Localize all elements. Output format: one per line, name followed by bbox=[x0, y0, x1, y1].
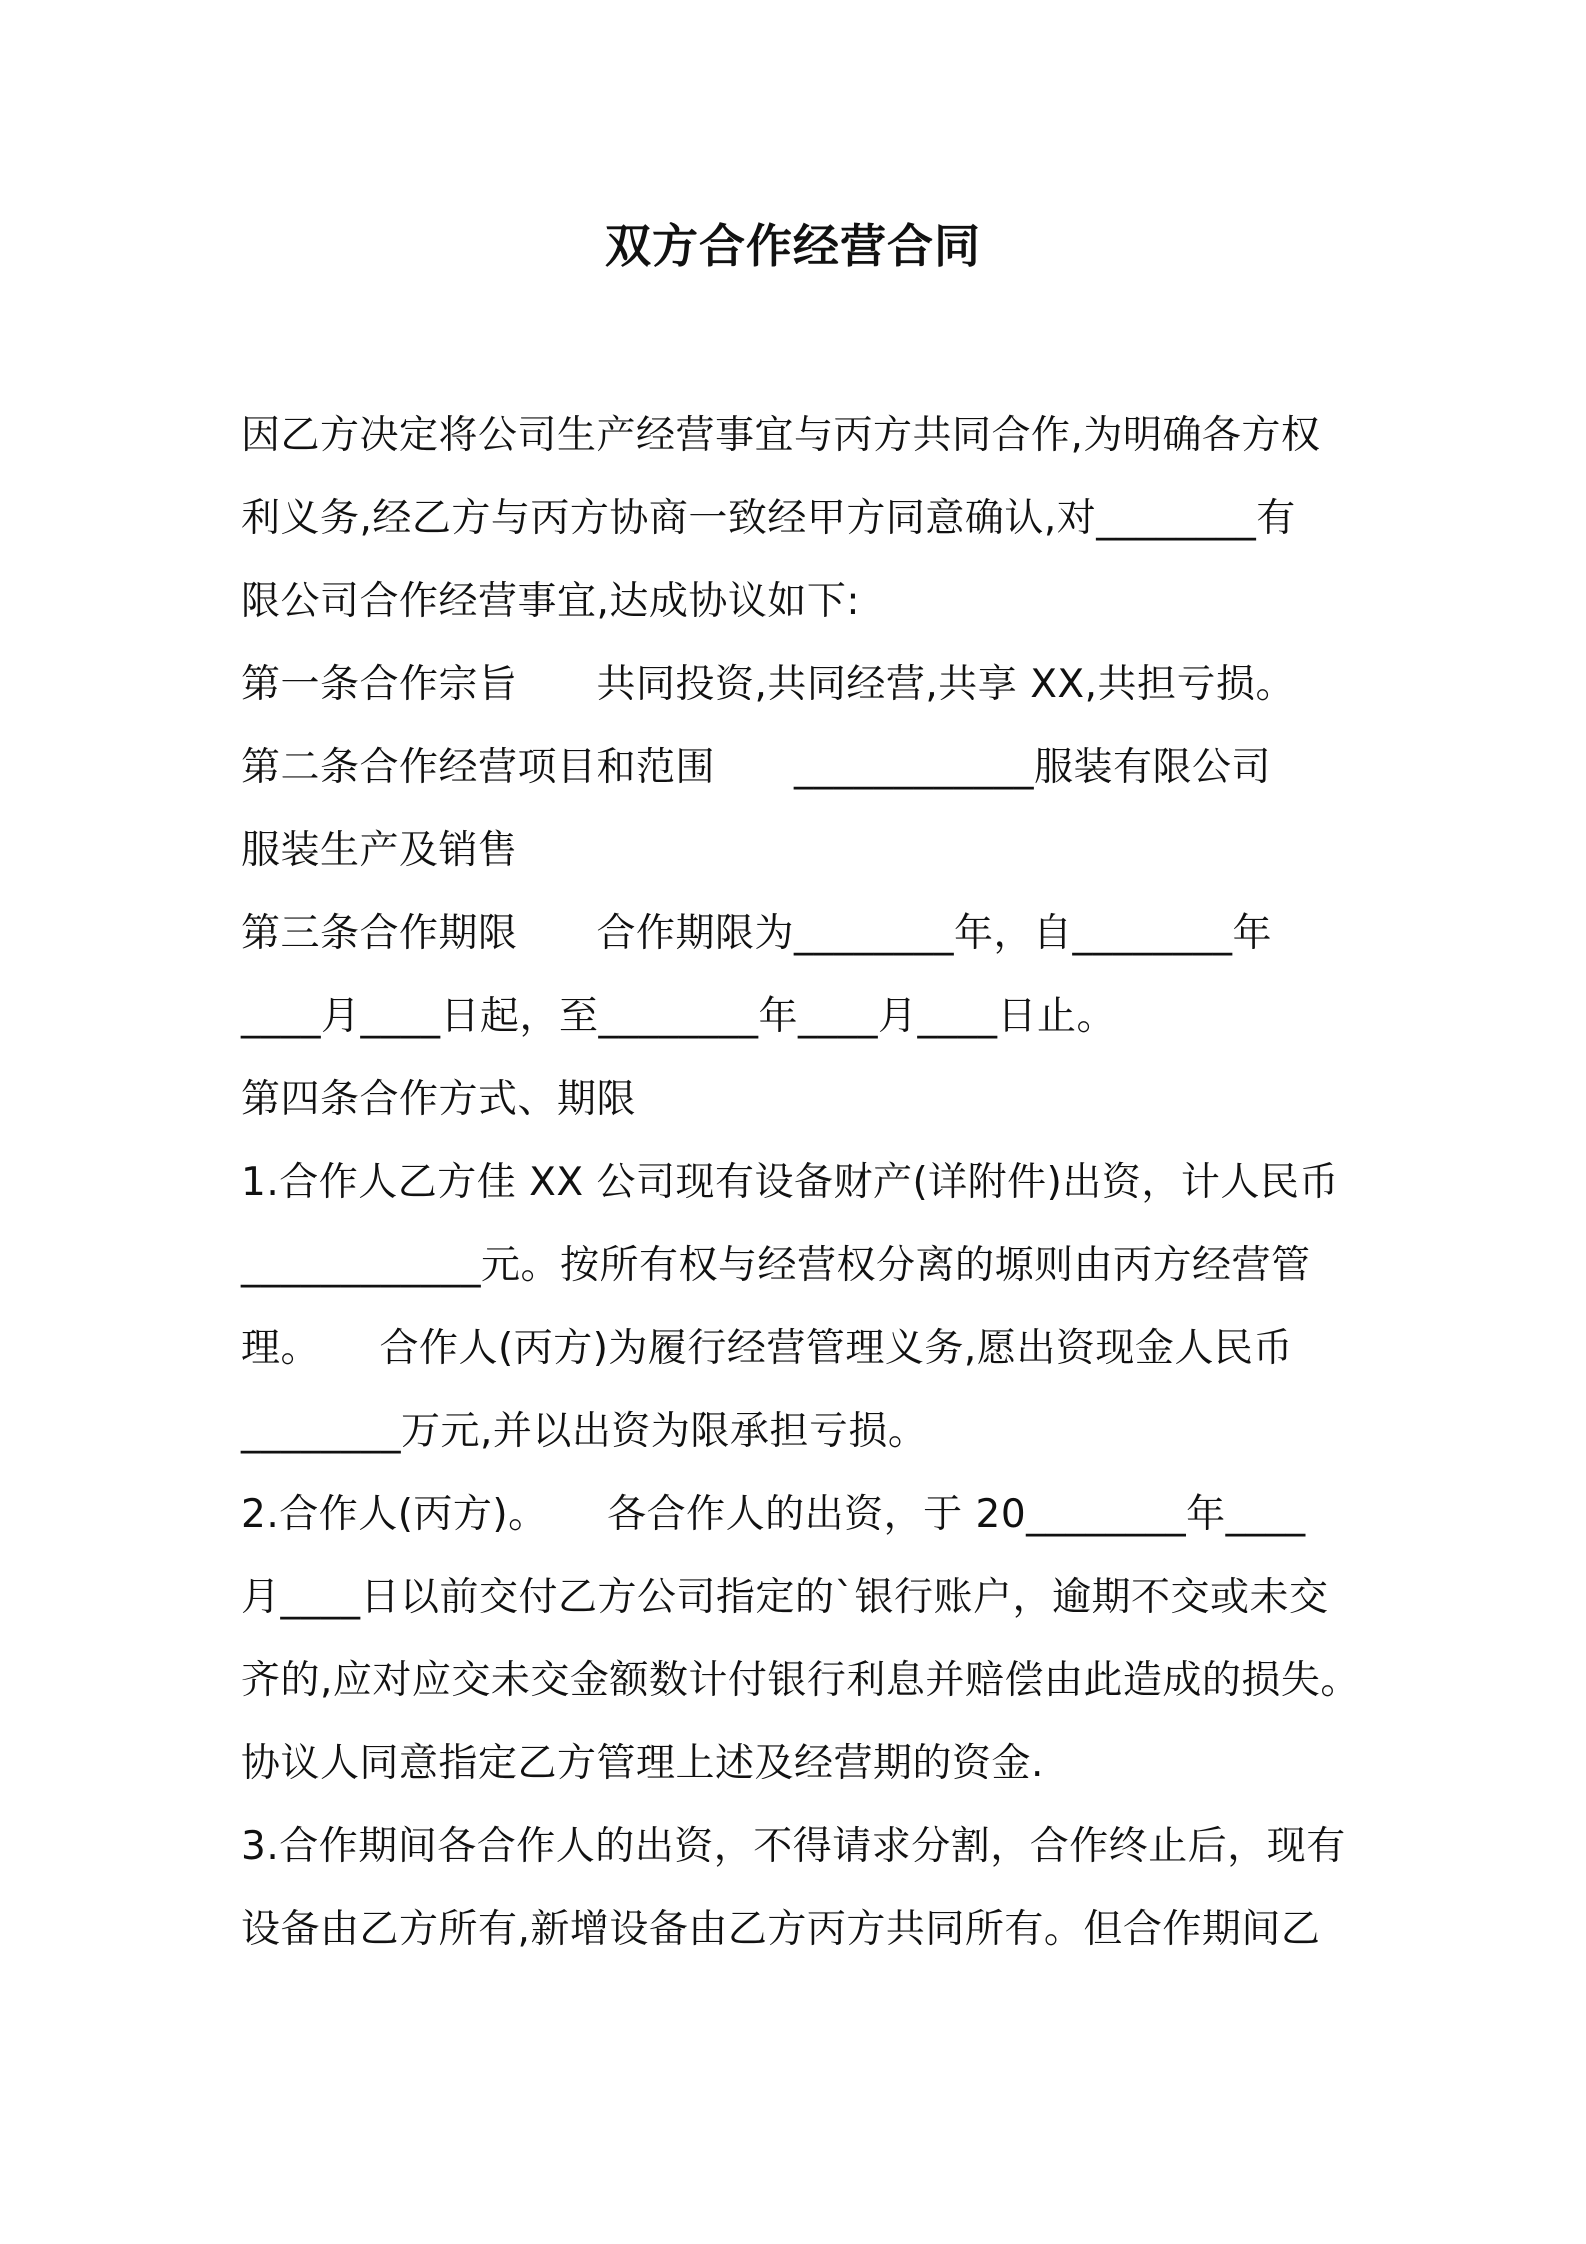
paragraph-line: ________万元,并以出资为限承担亏损。 bbox=[241, 1409, 928, 1454]
paragraph-line: 理。 合作人(丙方)为履行经营管理义务,愿出资现金人民币 bbox=[241, 1326, 1293, 1371]
paragraph-line: 月____日以前交付乙方公司指定的`银行账户，逾期不交或未交 bbox=[241, 1575, 1329, 1620]
paragraph-line: 齐的,应对应交未交金额数计付银行利息并赔偿由此造成的损失。 bbox=[241, 1658, 1360, 1703]
article-3-line: 第三条合作期限 合作期限为________年，自________年 bbox=[241, 911, 1273, 956]
article-4-heading: 第四条合作方式、期限 bbox=[241, 1077, 637, 1122]
paragraph-line: ____________元。按所有权与经营权分离的塬则由丙方经营管 bbox=[241, 1243, 1311, 1288]
clause-1-line: 1.合作人乙方佳 XX 公司现有设备财产(详附件)出资，计人民币 bbox=[241, 1160, 1339, 1205]
article-2-line: 第二条合作经营项目和范围 ____________服装有限公司 bbox=[241, 745, 1272, 790]
article-1-line: 第一条合作宗旨 共同投资,共同经营,共享 XX,共担亏损。 bbox=[241, 662, 1296, 707]
clause-3-line: 3.合作期间各合作人的出资，不得请求分割，合作终止后，现有 bbox=[241, 1824, 1346, 1869]
document-title: 双方合作经营合同 bbox=[605, 219, 981, 273]
paragraph-line: ____月____日起，至________年____月____日止。 bbox=[241, 994, 1117, 1039]
paragraph-line: 服装生产及销售 bbox=[241, 828, 518, 873]
paragraph-line: 设备由乙方所有,新增设备由乙方丙方共同所有。但合作期间乙 bbox=[241, 1907, 1321, 1952]
paragraph-line: 限公司合作经营事宜,达成协议如下: bbox=[241, 579, 861, 624]
paragraph-line: 因乙方决定将公司生产经营事宜与丙方共同合作,为明确各方权 bbox=[241, 413, 1321, 458]
paragraph-line: 协议人同意指定乙方管理上述及经营期的资金. bbox=[241, 1741, 1044, 1786]
clause-2-line: 2.合作人(丙方)。 各合作人的出资，于 20________年____ bbox=[241, 1492, 1306, 1537]
paragraph-line: 利义务,经乙方与丙方协商一致经甲方同意确认,对________有 bbox=[241, 496, 1296, 541]
